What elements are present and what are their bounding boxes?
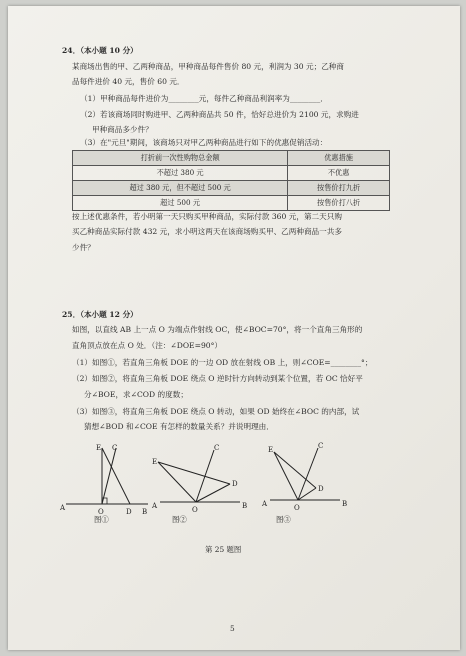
q25-part2-line2: 分∠BOE，求∠COD 的度数； (84, 390, 188, 399)
table-cell: 不优惠 (288, 166, 390, 181)
label-d: D (232, 480, 238, 488)
table-cell: 按售价打九折 (288, 181, 390, 196)
label-b: B (342, 500, 348, 508)
figure-title: 第 25 题图 (205, 545, 242, 554)
table-cell: 超过 500 元 (73, 196, 288, 211)
label-a: A (262, 500, 268, 508)
label-a: A (60, 504, 66, 512)
q25-part2-line1: （2）如图②，将直角三角板 DOE 绕点 O 逆时针方向转动到某个位置，若 OC 恰好平 (72, 374, 363, 383)
q24-intro-line1: 某商场出售的甲、乙两种商品，甲种商品每件售价 80 元，利润为 30 元；乙种商 (72, 62, 344, 71)
q24-after-line2: 买乙种商品实际付款 432 元，求小明这两天在该商场购买甲、乙两种商品一共多 (72, 227, 342, 236)
label-e: E (152, 458, 158, 466)
table-row (73, 196, 390, 211)
q24-after-line1: 按上述优惠条件，若小明第一天只购买甲种商品，实际付款 360 元，第二天只购 (72, 212, 342, 221)
label-e: E (268, 446, 274, 454)
q24-after-line3: 少件？ (72, 243, 95, 252)
table-cell: 按售价打八折 (288, 196, 390, 211)
ray-oe (274, 452, 298, 500)
label-o: O (192, 506, 198, 514)
triangle-hypotenuse (102, 448, 130, 504)
table-cell: 超过 380 元，但不超过 500 元 (73, 181, 288, 196)
q25-part3-line1: （3）如图③，将直角三角板 DOE 绕点 O 转动，如果 OD 始终在∠BOC 的内部，试 (72, 407, 360, 416)
label-e: E (96, 444, 102, 452)
discount-table (72, 150, 390, 211)
ray-oc (102, 448, 116, 504)
table-header-cell: 打折前一次性购物总金额 (73, 151, 288, 166)
q24-part3: （3）在"元旦"期间，该商场只对甲乙两种商品进行如下的优惠促销活动： (80, 138, 328, 147)
q25-intro-line2: 直角顶点放在点 O 处．（注：∠DOE=90°） (72, 341, 223, 350)
figure-1 (60, 442, 150, 522)
label-c: C (318, 442, 324, 450)
label-b: B (242, 502, 248, 510)
label-o: O (98, 508, 104, 516)
fig1-caption: 图① (94, 515, 109, 524)
q25-part1: （1）如图①，若直角三角板 DOE 的一边 OD 放在射线 OB 上，则∠COE=________°； (72, 358, 373, 367)
label-c: C (112, 444, 118, 452)
label-d: D (126, 508, 132, 516)
q24-header: 24．（本小题 10 分） (62, 46, 138, 55)
q24-part2-line1: （2）若该商场同时购进甲、乙两种商品共 50 件，恰好总进价为 2100 元，求购进 (80, 110, 359, 119)
q24-intro-line2: 品每件进价 40 元，售价 60 元． (72, 77, 185, 86)
fig2-caption: 图② (172, 515, 187, 524)
table-cell: 不超过 380 元 (73, 166, 288, 181)
q24-part2-line2: 甲种商品多少件？ (92, 125, 153, 134)
label-b: B (142, 508, 148, 516)
table-row (73, 181, 390, 196)
table-row (73, 166, 390, 181)
q25-part3-line2: 猜想∠BOD 和∠COE 有怎样的数量关系？并说明理由． (84, 422, 274, 431)
exam-page (8, 6, 460, 650)
label-c: C (214, 444, 220, 452)
label-d: D (318, 485, 324, 493)
page-number: 5 (230, 624, 235, 633)
table-header-cell: 优惠措施 (288, 151, 390, 166)
figure-2 (152, 444, 256, 516)
q25-header: 25．（本小题 12 分） (62, 310, 138, 319)
label-o: O (294, 504, 300, 512)
figure-3 (264, 442, 364, 518)
q25-intro-line1: 如图，以直线 AB 上一点 O 为端点作射线 OC，使∠BOC=70°，将一个直角三角形的 (72, 325, 363, 334)
fig3-caption: 图③ (276, 515, 291, 524)
label-a: A (152, 502, 158, 510)
q24-part1: （1）甲种商品每件进价为________元，每件乙种商品利润率为________． (80, 94, 328, 103)
ray-oc (298, 448, 318, 500)
table-header-row (73, 151, 390, 166)
